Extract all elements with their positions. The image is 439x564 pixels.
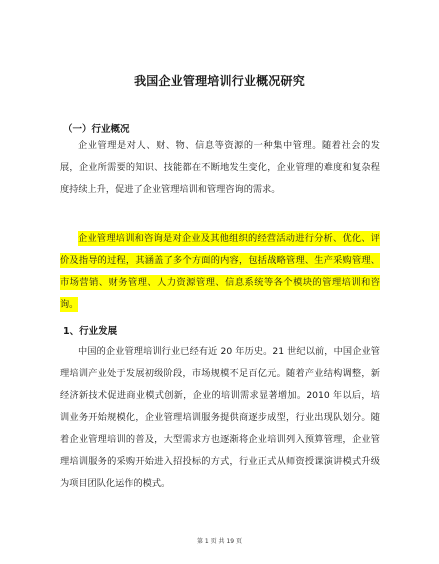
section-heading-development: 1、行业发展 xyxy=(63,326,118,337)
highlighted-text: 企业管理培训和咨询是对企业及其他组织的经营活动进行分析、优化、评价及指导的过程，其涵盖了多个方面的内容，包括战略管理、生产采购管理、市场营销、财务管理、人力资源管理、信息系统等各个模块的管理培训和咨询。 xyxy=(60,233,380,310)
paragraph-development-1: 中国的企业管理培训行业已经有近 20 年历史。21 世纪以前，中国企业管理培训产业处于发展初级阶段，市场规模不足百亿元。随着产业结构调整，新经济新技术促进商业模式创新，企业的培训需求显著增加。2010 年以后，培训业务开始规模化，企业管理培训服务提供商逐步成型，行业出现队划分。随着企业管理培训的普及，大型需求方也逐渐将企业培训列入预算管理，企业管理培训服务的采购开始进入招投标的方式，行业正式从师资授课演讲模式升级为项目团队化运作的模式。 xyxy=(60,346,380,489)
paragraph-overview-2-highlighted xyxy=(60,228,380,316)
document-title: 我国企业管理培训行业概况研究 xyxy=(134,74,305,88)
section-heading-overview: （一）行业概况 xyxy=(63,124,130,135)
paragraph-overview-1: 企业管理是对人、财、物、信息等资源的一种集中管理。随着社会的发展，企业所需要的知识、技能都在不断地发生变化，企业管理的难度和复杂程度持续上升，促进了企业管理培训和管理咨询的需求。 xyxy=(60,140,380,195)
page-footer: 第 1 页 共 19 页 xyxy=(197,538,242,545)
